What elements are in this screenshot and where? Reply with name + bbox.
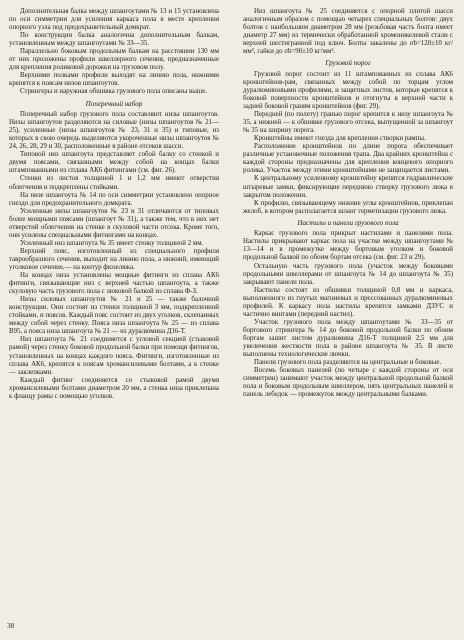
paragraph: Низ шпангоута № 25 соединяется с опорной плитой шасси аналогичным образом с помощью четырех специальных болтов: двух болтов с наибольшим диаметром 28 мм (резьбовая часть болта имеет диаметр 27 мм) из термически обработанной хромоникелевой стали с верхней шестигранной под ключ. Болты закалены до σb=120±10 кг/мм², гайки до σb=90±10 кг/мм².: [243, 8, 453, 56]
right-column: [243, 8, 453, 399]
paragraph: Усиленные низы шпангоутов № 23 и 31 отличаются от типовых более мощными поясами (шпангоут № 31), а также тем, что в них нет отверстий облегчения на стенке в скуловой части отсека. Кроме того, они усилены специальными фитингами на концах.: [9, 207, 219, 239]
section-heading: Грузовой порог: [325, 59, 371, 68]
paragraph: Кронштейны имеют гнезда для крепления створки рампы.: [254, 135, 426, 143]
paragraph: Передней (по полету) гранью порог крепится к низу шпангоута № 35, а нижней — к обшивке грузового отсека, выпущенной за шпангоут № 35 на ширину порога.: [243, 111, 453, 135]
page-number: 38: [7, 622, 14, 630]
section-heading: Настилы и панели грузового пола: [297, 218, 399, 227]
paragraph: Типовой низ шпангоута представляет собой балку со стенкой и двумя поясами, связанными между собой на концах балки штампованными из сплава АК6 фитингами (см. фиг. 26).: [9, 151, 219, 175]
paragraph: Панели грузового пола разделяются на центральные и боковые.: [254, 359, 442, 367]
paragraph: Усиленный низ шпангоута № 35 имеет стенку толщиной 2 мм.: [20, 239, 204, 247]
paragraph: Каждый фитинг соединяется со стыковой рамой двумя хромансилевыми болтами диаметром 20 мм, а стенка низа приклепана к фланцу рамы с помощью уголков.: [9, 376, 219, 400]
paragraph: Поперечный набор грузового пола составляют низы шпангоутов. Низы шпангоутов разделяются на силовые (низы шпангоутов № 21—25), усиленные (низы шпангоутов № 23, 31 и 35) и типовые, из которых в свою очередь выделяются укороченные низы шпангоутов № 24, 26, 28, 29 и 30, расположенные в районе отсеков шасси.: [9, 111, 219, 151]
paragraph: По конструкции балка аналогична дополнительным балкам, установленным между шпангоутами № 33—35.: [9, 32, 219, 48]
paragraph: На низе шпангоута № 14 по оси симметрии установлено опорное гнездо для предохранительного домкрата.: [9, 191, 219, 207]
section-heading: Поперечный набор: [85, 99, 143, 108]
paragraph: Верхний пояс, изготовленный из специального профиля таврообразного сечения, выходит на линию пола, а нижний, имеющий уголковое сечение,— на контур фюзеляжа.: [9, 247, 219, 271]
paragraph: Каркас грузового пола прикрыт настилами и панелями пола. Настилы прикрывают каркас пола на участке между шпангоутами № 13—14 и в промежутке между бортовым уголком и боковой продольной балкой по обоим бортам отсека (см. фиг. 23 и 29).: [243, 230, 453, 262]
paragraph: Низы силовых шпангоутов № 21 и 25 — также балочной конструкции. Они состоят из стенки толщиной 3 мм, подкрепленной стойками, и поясов. Каждый пояс состоит из двух уголков, склепанных между собой через стенку. Пояса низа шпангоута № 25 — из сплава В95, а пояса низа шпангоута № 21 — из дуралюмина Д16-Т.: [9, 296, 219, 336]
paragraph: Настилы состоят из обшивки толщиной 0,8 мм и каркаса, выполненного из гнутых магниевых и прессованных дуралюминовых профилей. К каркасу пола настилы крепятся замками ДЗУС и частично винтами (передний настил).: [243, 286, 453, 318]
paragraph: Параллельно боковым продольным балкам на расстоянии 130 мм от них проложены профили швеллерного сечения, предназначенные для крепления роликовой дорожки на грузовом полу.: [9, 48, 219, 72]
paragraph: Стенки из листов толщиной 1 и 1,2 мм имеют отверстия облегчения и подкреплены стойками.: [9, 175, 219, 191]
paragraph: Участок грузового пола между шпангоутами № 33—35 от бортового стрингера № 14 до боковой продольной балки по обоим бортам зашит листом дуралюмина Д16-Т толщиной 2,5 мм для увеличения жесткости пола в районе шпангоута № 35. В листе выполнены технологические лючки.: [243, 318, 453, 359]
paragraph: К центральному усиленному кронштейну крепятся гидравлические штыревые замки, фиксирующие переднюю створку грузового люка в закрытом положении.: [243, 175, 453, 199]
paragraph: Дополнительная балка между шпангоутами № 13 и 15 установлена по оси симметрии для усиления каркаса пола в месте крепления опорного узла под предохранительный домкрат.: [9, 8, 219, 32]
paragraph: Низ шпангоута № 21 соединяется с угловой секцией (стыковой рамой) через стенку боковой продольной балки при помощи фитингов, установленных на концах каждого пояса. Фитинги, изготовленные из сплава АК6, крепятся к поясам хромансилевыми болтами, а к стенке — заклепками.: [9, 336, 219, 376]
paragraph: Остальную часть грузового пола (участок между боковыми продольными швеллерами от шпангоута № 14 до шпангоута № 35) закрывают панели пола.: [243, 262, 453, 286]
paragraph: На концах низа установлены мощные фитинги из сплава АК6 фитинги, связывающие низ с верхней частью шпангоута, а также скуловую часть грузового пола с люковой балкой из сплава Ф-З.: [9, 272, 219, 296]
paragraph: Грузовой порог состоит из 11 штампованных из сплава АК6 кронштейнов-рам, связанных между собой по торцам углом дуралюминовыми профилями, и защитных листов, которые крепятся к боковой поверхности кронштейнов и отогнуты в верхней части к задней боковой граням кронштейнов (фиг. 29).: [243, 70, 453, 111]
paragraph: Стрингеры и наружная обшивка грузового пола описаны выше.: [20, 88, 208, 96]
paragraph: Расположение кронштейнов по длине порога обеспечивает различные установочные положения трапа. Два крайних кронштейна с каждой стороны предназначены для крепления концевого опорного ролика. Участок между этими кронштейнами не защищается листами.: [243, 143, 453, 175]
paragraph: Восемь боковых панелей (по четыре с каждой стороны от оси симметрии) занимают участок между центральной продольной балкой пола и боковым продольным швеллером, пять центральных панелей и панель лебедок — промежуток между центральными балками.: [243, 367, 453, 399]
left-column: [9, 8, 219, 401]
paragraph: Верхними полками профили выходят на линию пола, нижними крепятся к поясам низов шпангоутов.: [9, 72, 219, 88]
paragraph: К профилю, связывающему нижние углы кронштейнов, приклепан желоб, в котором располагается шланг герметизации грузового люка.: [243, 199, 453, 215]
